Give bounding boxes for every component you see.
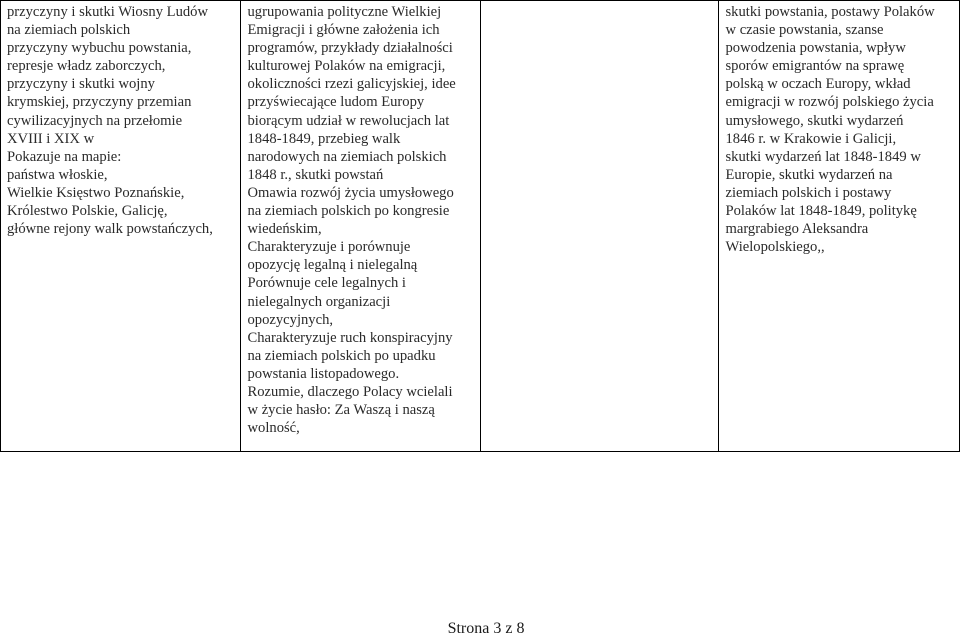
text-line: represje władz zaborczych, [7,58,166,75]
text-line: 1848 r., skutki powstań [247,166,384,183]
text-line: okoliczności rzezi galicyjskiej, idee [247,76,456,93]
text-line: skutki powstania, postawy Polaków [725,4,935,20]
text-line: przyczyny i skutki Wiosny Ludów [7,4,208,20]
text-line: cywilizacyjnych na przełomie [7,112,183,129]
text-line: skutki wydarzeń lat 1848-1849 w [725,148,921,165]
text-line: przyczyny wybuchu powstania, [7,40,192,57]
text-line: Charakteryzuje i porównuje [247,239,411,256]
text-line: na ziemiach polskich [7,22,131,39]
text-line: Polaków lat 1848-1849, politykę [725,203,917,220]
text-line: margrabiego Aleksandra [725,221,869,238]
text-line: Wielopolskiego,, [725,239,825,256]
text-line: ziemiach polskich i postawy [725,184,892,201]
text-line: umysłowego, skutki wydarzeń [725,112,904,129]
text-line: główne rejony walk powstańczych, [7,221,213,238]
text-line: kulturowej Polaków na emigracji, [247,58,446,75]
text-line: Omawia rozwój życia umysłowego [247,184,454,201]
text-line: Porównuje cele legalnych i [247,275,406,292]
page-number: Strona 3 z 8 [447,620,525,637]
text-line: Charakteryzuje ruch konspiracyjny [247,329,453,346]
text-line: biorącym udział w rewolucjach lat [247,112,450,129]
text-line: wiedeńskim, [247,221,322,238]
text-line: nielegalnych organizacji [247,293,391,310]
text-line: przyświecające ludom Europy [247,94,425,111]
text-line: 1848-1849, przebieg walk [247,130,401,147]
table-cell-column-3 [481,1,719,451]
text-line: Pokazuje na mapie: [7,148,122,165]
text-line: opozycję legalną i nielegalną [247,257,418,274]
text-line: Europie, skutki wydarzeń na [725,166,893,183]
text-line: XVIII i XIX w [7,130,95,147]
text-line: ugrupowania polityczne Wielkiej [247,4,442,20]
text-line: na ziemiach polskich po kongresie [247,203,450,220]
text-line: krymskiej, przyczyny przemian [7,94,192,111]
text-line: powstania listopadowego. [247,365,400,382]
text-line: przyczyny i skutki wojny [7,76,155,93]
text-line: na ziemiach polskich po upadku [247,347,436,364]
text-line: powodzenia powstania, wpływ [725,40,906,57]
text-line: Emigracji i główne założenia ich [247,22,440,39]
text-line: państwa włoskie, [7,166,108,183]
text-line: w czasie powstania, szanse [725,22,884,39]
text-line: Królestwo Polskie, Galicję, [7,203,168,220]
table-cell-column-4 [719,1,960,451]
text-line: opozycyjnych, [247,311,334,328]
text-line: w życie hasło: Za Waszą i naszą [247,402,435,419]
text-line: emigracji w rozwój polskiego życia [725,94,934,111]
text-line: 1846 r. w Krakowie i Galicji, [725,130,897,147]
text-line: polską w oczach Europy, wkład [725,76,911,93]
text-line: Rozumie, dlaczego Polacy wcielali [247,383,453,400]
table-cell-column-2 [241,1,482,451]
text-line: wolność, [247,420,300,437]
text-line: Wielkie Księstwo Poznańskie, [7,184,185,201]
text-line: programów, przykłady działalności [247,40,453,57]
text-line: sporów emigrantów na sprawę [725,58,905,75]
text-line: narodowych na ziemiach polskich [247,148,447,165]
table-cell-column-1 [1,1,241,451]
